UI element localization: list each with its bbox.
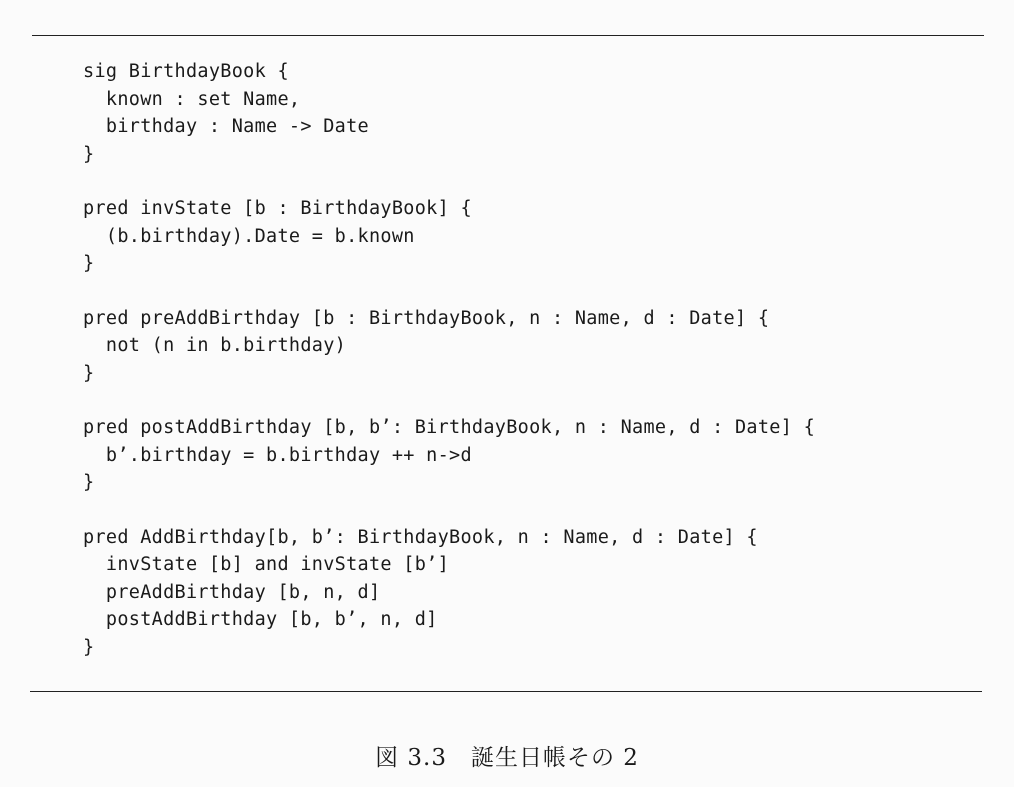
code-line: }	[83, 143, 95, 165]
code-line: birthday : Name -> Date	[83, 116, 369, 137]
blank-line	[83, 168, 815, 195]
code-line: known : set Name,	[83, 88, 301, 110]
blank-line	[83, 278, 815, 305]
code-line: sig BirthdayBook {	[83, 61, 289, 82]
code-line: }	[83, 636, 95, 658]
code-line: not (n in b.birthday)	[83, 335, 347, 356]
code-line: invState [b] and invState [b’]	[83, 554, 450, 575]
code-line: b’.birthday = b.birthday ++ n->d	[83, 444, 472, 466]
code-line: }	[83, 362, 95, 384]
code-line: preAddBirthday [b, n, d]	[83, 581, 381, 603]
top-rule	[32, 35, 984, 36]
figure-caption: 図 3.3 誕生日帳その 2	[375, 745, 639, 771]
code-line: }	[83, 472, 95, 493]
code-line: (b.birthday).Date = b.known	[83, 225, 415, 247]
code-line: }	[83, 253, 95, 274]
blank-line	[83, 497, 815, 524]
bottom-rule	[30, 691, 982, 692]
code-listing	[83, 58, 815, 661]
code-line: pred preAddBirthday [b : BirthdayBook, n : Name, d : Date] {	[83, 307, 770, 329]
code-line: pred postAddBirthday [b, b’: BirthdayBook, n : Name, d : Date] {	[83, 417, 816, 438]
code-line: postAddBirthday [b, b’, n, d]	[83, 609, 438, 630]
blank-line	[83, 387, 815, 414]
code-line: pred AddBirthday[b, b’: BirthdayBook, n : Name, d : Date] {	[83, 526, 758, 548]
code-line: pred invState [b : BirthdayBook] {	[83, 198, 472, 219]
